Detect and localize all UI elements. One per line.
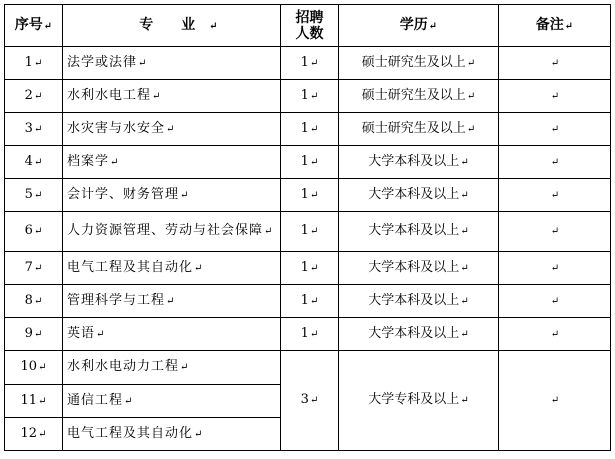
cell-index <box>5 418 63 451</box>
cell-major-text: 水利水电动力工程 <box>67 359 180 374</box>
cell-count-text: 1 <box>300 292 309 308</box>
cell-count <box>281 47 339 80</box>
cell-count-text: 1 <box>300 186 309 202</box>
cell-index <box>5 212 63 252</box>
cell-remarks <box>499 179 611 212</box>
cell-remarks <box>499 252 611 285</box>
cell-major-text: 水灾害与水安全 <box>67 120 166 136</box>
cell-count-merged-text: 3 <box>300 392 309 407</box>
cell-major <box>63 212 281 252</box>
cell-index-text: 2 <box>24 87 33 103</box>
cell-index-text: 11 <box>20 392 38 408</box>
paragraph-mark: ↵ <box>33 57 43 69</box>
cell-education <box>339 318 499 351</box>
cell-count <box>281 212 339 252</box>
paragraph-mark: ↵ <box>460 328 469 340</box>
cell-major <box>63 351 281 385</box>
paragraph-mark: ↵ <box>124 395 134 407</box>
paragraph-mark: ↵ <box>38 395 47 407</box>
cell-education-text: 大学本科及以上 <box>368 186 460 202</box>
cell-index-text: 4 <box>24 153 33 169</box>
cell-major <box>63 47 281 80</box>
cell-index <box>5 179 63 212</box>
cell-major-text: 会计学、财务管理 <box>67 186 180 202</box>
cell-remarks-merged <box>499 351 611 451</box>
paragraph-mark: ↵ <box>550 123 560 135</box>
cell-major <box>63 285 281 318</box>
paragraph-mark: ↵ <box>460 189 469 201</box>
table-row <box>5 47 611 80</box>
header-index: 序号↵ <box>5 5 63 47</box>
paragraph-mark: ↵ <box>38 362 47 373</box>
paragraph-mark: ↵ <box>180 189 190 201</box>
cell-count <box>281 80 339 113</box>
paragraph-mark: ↵ <box>180 362 190 373</box>
cell-major-text: 水利水电工程 <box>67 87 152 103</box>
paragraph-mark: ↵ <box>460 156 469 168</box>
cell-major <box>63 385 281 418</box>
cell-count <box>281 285 339 318</box>
cell-index-text: 1 <box>24 54 33 70</box>
paragraph-mark: ↵ <box>194 262 204 274</box>
cell-major <box>63 179 281 212</box>
paragraph-mark: ↵ <box>152 90 162 102</box>
paragraph-mark: ↵ <box>309 123 319 135</box>
cell-index <box>5 80 63 113</box>
table-header-row <box>5 5 611 47</box>
paragraph-mark: ↵ <box>33 90 43 102</box>
cell-count <box>281 146 339 179</box>
cell-education <box>339 252 499 285</box>
paragraph-mark: ↵ <box>309 189 319 201</box>
paragraph-mark: ↵ <box>138 57 148 69</box>
paragraph-mark: ↵ <box>550 262 560 274</box>
cell-education-merged <box>339 351 499 451</box>
paragraph-mark: ↵ <box>466 123 476 135</box>
paragraph-mark: ↵ <box>194 428 204 440</box>
paragraph-mark: ↵ <box>550 189 560 201</box>
cell-major-text: 人力资源管理、劳动与社会保障 <box>67 223 264 238</box>
paragraph-mark: ↵ <box>33 156 43 168</box>
cell-index <box>5 47 63 80</box>
paragraph-mark: ↵ <box>166 123 176 135</box>
cell-index-text: 7 <box>24 259 33 275</box>
cell-education <box>339 285 499 318</box>
cell-index <box>5 318 63 351</box>
cell-index-text: 10 <box>20 359 38 374</box>
paragraph-mark: ↵ <box>166 295 176 307</box>
cell-index <box>5 285 63 318</box>
cell-remarks <box>499 113 611 146</box>
recruitment-table <box>4 4 611 451</box>
cell-education-text: 大学本科及以上 <box>368 259 460 275</box>
table-row <box>5 113 611 146</box>
table-row <box>5 318 611 351</box>
cell-index-text: 3 <box>24 120 33 136</box>
header-count: 招聘 人数 <box>281 5 339 47</box>
cell-education-text: 大学本科及以上 <box>368 153 460 169</box>
cell-major-text: 档案学 <box>67 153 110 169</box>
paragraph-mark: ↵ <box>550 156 560 168</box>
cell-count-text: 1 <box>300 120 309 136</box>
paragraph-mark: ↵ <box>38 428 47 440</box>
cell-index <box>5 113 63 146</box>
cell-index-text: 6 <box>24 223 33 238</box>
cell-count-text: 1 <box>300 223 309 238</box>
cell-education-text: 大学本科及以上 <box>368 325 460 341</box>
cell-count-merged <box>281 351 339 451</box>
paragraph-mark: ↵ <box>264 226 274 237</box>
paragraph-mark: ↵ <box>309 226 319 237</box>
table-row <box>5 146 611 179</box>
cell-count <box>281 252 339 285</box>
cell-education-merged-text: 大学专科及以上 <box>368 392 460 407</box>
cell-major-text: 管理科学与工程 <box>67 292 166 308</box>
table-row <box>5 212 611 252</box>
table-row <box>5 351 611 385</box>
paragraph-mark: ↵ <box>33 295 43 307</box>
cell-major <box>63 146 281 179</box>
paragraph-mark: ↵ <box>550 57 560 69</box>
cell-index-text: 8 <box>24 292 33 308</box>
cell-major <box>63 252 281 285</box>
cell-count <box>281 113 339 146</box>
paragraph-mark: ↵ <box>33 123 43 135</box>
paragraph-mark: ↵ <box>460 395 469 406</box>
cell-education-text: 硕士研究生及以上 <box>361 54 466 70</box>
paragraph-mark: ↵ <box>96 328 106 340</box>
cell-education-text: 硕士研究生及以上 <box>361 120 466 136</box>
cell-education-text: 硕士研究生及以上 <box>361 87 466 103</box>
cell-remarks <box>499 285 611 318</box>
cell-index <box>5 252 63 285</box>
table-row <box>5 80 611 113</box>
paragraph-mark: ↵ <box>550 226 560 237</box>
cell-count-text: 1 <box>300 259 309 275</box>
paragraph-mark: ↵ <box>309 156 319 168</box>
paragraph-mark: ↵ <box>309 57 319 69</box>
paragraph-mark: ↵ <box>550 295 560 307</box>
paragraph-mark: ↵ <box>33 328 43 340</box>
cell-index-text: 9 <box>24 325 33 341</box>
cell-major-text: 电气工程及其自动化 <box>67 259 194 275</box>
cell-remarks <box>499 318 611 351</box>
paragraph-mark: ↵ <box>460 226 469 237</box>
cell-remarks <box>499 212 611 252</box>
cell-index <box>5 146 63 179</box>
paragraph-mark: ↵ <box>460 295 469 307</box>
paragraph-mark: ↵ <box>309 262 319 274</box>
cell-major-text: 法学或法律 <box>67 54 138 70</box>
cell-major <box>63 418 281 451</box>
cell-index-text: 12 <box>20 425 38 441</box>
paragraph-mark: ↵ <box>309 328 319 340</box>
table-row <box>5 252 611 285</box>
cell-count-text: 1 <box>300 325 309 341</box>
cell-education <box>339 179 499 212</box>
paragraph-mark: ↵ <box>550 395 560 406</box>
cell-count-text: 1 <box>300 153 309 169</box>
cell-education-text: 大学本科及以上 <box>368 292 460 308</box>
cell-major-text: 英语 <box>67 325 96 341</box>
paragraph-mark: ↵ <box>110 156 120 168</box>
header-major: 专 业 ↵ <box>63 5 281 47</box>
cell-major <box>63 80 281 113</box>
table-row <box>5 179 611 212</box>
paragraph-mark: ↵ <box>33 262 43 274</box>
cell-education <box>339 212 499 252</box>
header-remarks: 备注↵ <box>499 5 611 47</box>
cell-remarks <box>499 80 611 113</box>
cell-major <box>63 318 281 351</box>
paragraph-mark: ↵ <box>33 189 43 201</box>
cell-major-text: 通信工程 <box>67 392 124 408</box>
table-row <box>5 285 611 318</box>
cell-education-text: 大学本科及以上 <box>368 223 460 238</box>
paragraph-mark: ↵ <box>466 57 476 69</box>
cell-education <box>339 80 499 113</box>
paragraph-mark: ↵ <box>466 90 476 102</box>
paragraph-mark: ↵ <box>550 90 560 102</box>
cell-education <box>339 113 499 146</box>
paragraph-mark: ↵ <box>309 90 319 102</box>
cell-count <box>281 179 339 212</box>
paragraph-mark: ↵ <box>309 295 319 307</box>
cell-index-text: 5 <box>24 186 33 202</box>
paragraph-mark: ↵ <box>309 395 319 406</box>
cell-count <box>281 318 339 351</box>
cell-remarks <box>499 47 611 80</box>
paragraph-mark: ↵ <box>460 262 469 274</box>
cell-count-text: 1 <box>300 54 309 70</box>
cell-index <box>5 351 63 385</box>
cell-remarks <box>499 146 611 179</box>
header-education: 学历↵ <box>339 5 499 47</box>
cell-education <box>339 47 499 80</box>
cell-major <box>63 113 281 146</box>
paragraph-mark: ↵ <box>33 226 43 237</box>
cell-count-text: 1 <box>300 87 309 103</box>
paragraph-mark: ↵ <box>550 328 560 340</box>
cell-index <box>5 385 63 418</box>
cell-major-text: 电气工程及其自动化 <box>67 425 194 441</box>
cell-education <box>339 146 499 179</box>
